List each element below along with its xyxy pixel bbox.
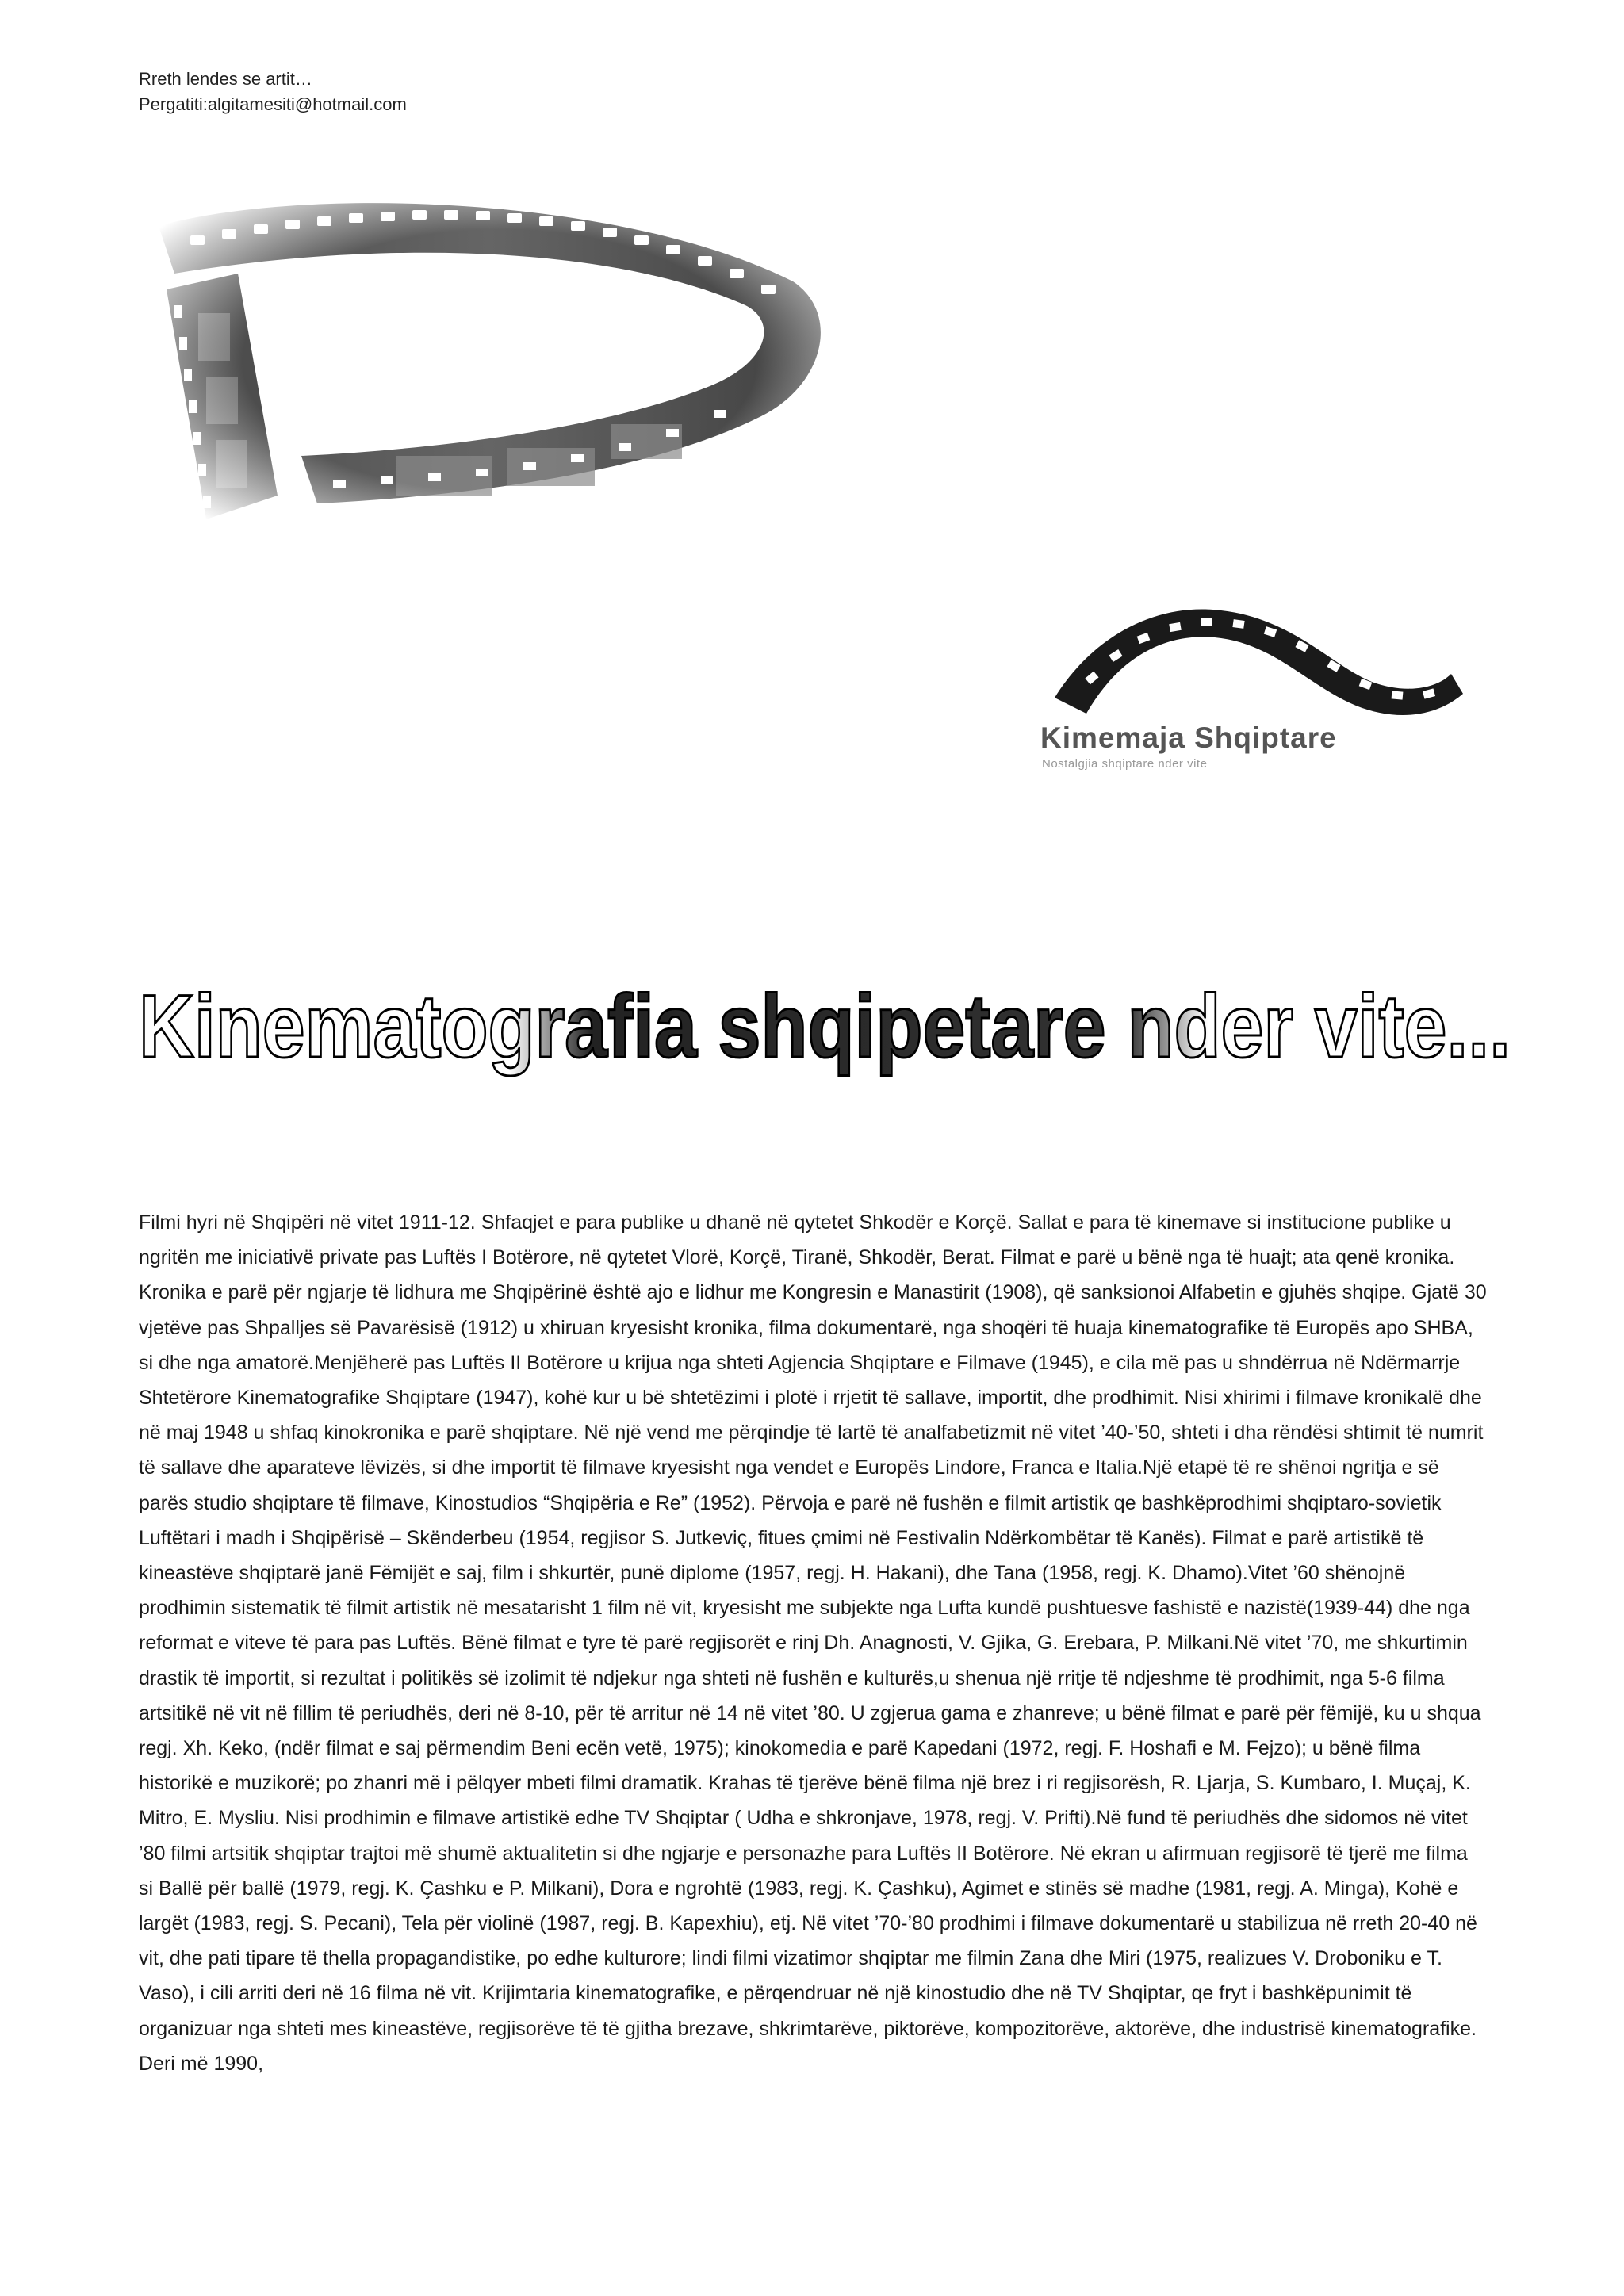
header [139,67,407,117]
film-reel-image [143,178,856,543]
page-title [0,966,1624,1077]
header-line-subject: Rreth lendes se artit… [139,69,312,89]
body-paragraph: Filmi hyri në Shqipëri në vitet 1911-12. Shfaqjet e para publike u dhanë në qytetet Shkodër e Korçë. Sallat e para të kinemave si institucione publike u ngritën me iniciativë private pas Luftës I Botërore, në qytetet Vlorë, Korçë, Tiranë, Shkodër, Berat. Filmat e parë u bënë nga të huajt; ata qenë kronika. Kronika e parë për ngjarje të lidhura me Shqipërinë është ajo e lidhur me Kongresin e Manastirit (1908), që sanksionoi Alfabetin e gjuhës shqipe. Gjatë 30 vjetëve pas Shpalljes së Pavarësisë (1912) u xhiruan kryesisht kronika, filma dokumentarë, nga shoqëri të huaja kinematografike të Europës apo SHBA, si dhe nga amatorë.Menjëherë pas Luftës II Botërore u krijua nga shteti Agjencia Shqiptare e Filmave (1945), e cila më pas u shndërrua në Ndërmarrje Shtetërore Kinematografike Shqiptare (1947), kohë kur u bë shtetëzimi i plotë i rrjetit të sallave, importit, dhe prodhimit. Nisi xhirimi i filmave kronikalë dhe në maj 1948 u shfaq kinokronika e parë shqiptare. Në një vend me përqindje të lartë të analfabetizmit në vitet ’40-’50, shteti i dha rëndësi shtimit të numrit të sallave dhe aparateve lëvizës, si dhe importit të filmave kryesisht nga vendet e Europës Lindore, Franca e Italia.Një etapë të re shënoi ngritja e së parës studio shqiptare të filmave, Kinostudios “Shqipëria e Re” (1952). Përvoja e parë në fushën e filmit artistik qe bashkëprodhimi shqiptaro-sovietik Luftëtari i madh i Shqipërisë – Skënderbeu (1954, regjisor S. Jutkeviç, fitues çmimi në Festivalin Ndërkombëtar të Kanës). Filmat e parë artistikë të kineastëve shqiptarë janë Fëmijët e saj, film i shkurtër, punë diplome (1957, regj. H. Hakani), dhe Tana (1958, regj. K. Dhamo).Vitet ’60 shënojnë prodhimin sistematik të filmit artistik në mesatarisht 1 film në vit, kryesisht me subjekte nga Lufta kundë pushtuesve fashistë e nazistë(1939-44) dhe nga reformat e viteve të para pas Luftës. Bënë filmat e tyre të parë regjisorët e rinj Dh. Anagnosti, V. Gjika, G. Erebara, P. Milkani.Në vitet ’70, me shkurtimin drastik të importit, si rezultat i politikës së izolimit të ndjekur nga shteti në fushën e kulturës,u shenua një rritje të ndjeshme të prodhimit, nga 5-6 filma artsitikë në vit në fillim të periudhës, deri në 8-10, për të arritur në 14 në vitet ’80. U zgjerua gama e zhanreve; u bënë filmat e parë për fëmijë, ku u shqua regj. Xh. Keko, (ndër filmat e saj përmendim Beni ecën vetë, 1975); kinokomedia e parë Kapedani (1972, regj. F. Hoshafi e M. Fejzo); u bënë filma historikë e muzikorë; po zhanri më i pëlqyer mbeti filmi dramatik. Krahas të tjerëve bënë filma një brez i ri regjisorësh, R. Ljarja, S. Kumbaro, I. Muçaj, K. Mitro, E. Mysliu. Nisi prodhimin e filmave artistikë edhe TV Shqiptar ( Udha e shkronjave, 1978, regj. V. Prifti).Në fund të periudhës dhe sidomos në vitet ’80 filmi artsitik shqiptar trajtoi më shumë aktualitetin si dhe ngjarje e personazhe para Luftës II Botërore. Në ekran u afirmuan regjisorë të tjerë me filma si Ballë për ballë (1979, regj. K. Çashku e P. Milkani), Dora e ngrohtë (1983, regj. K. Çashku), Agimet e stinës së madhe (1981, regj. A. Minga), Kohë e largët (1983, regj. S. Pecani), Tela për violinë (1987, regj. B. Kapexhiu), etj. Në vitet ’70-’80 prodhimi i filmave dokumentarë u stabilizua në rreth 20-40 në vit, dhe pati tipare të thella propagandistike, po edhe kulturore; lindi filmi vizatimor shqiptar me filmin Zana dhe Miri (1975, realizues V. Droboniku e T. Vaso), i cili arriti deri në 16 filma në vit. Krijimtaria kinematografike, e përqendruar në një kinostudio dhe në TV Shqiptar, qe fryt i bashkëpunimit të organizuar nga shteti mes kineastëve, regjisorëve të të gjitha brezave, shkrimtarëve, piktorëve, kompozitorëve, aktorëve, dhe industrisë kinematografike. Deri më 1990, [139,1211,1487,2075]
kinemaja-logo [1031,555,1475,793]
film-strip-icon [1031,555,1475,721]
logo-subtitle: Nostalgjia shqiptare nder vite [1042,757,1208,771]
logo-title: Kimemaja Shqiptare [1040,721,1337,754]
header-line-author: Pergatiti:algitamesiti@hotmail.com [139,94,407,114]
title-text: Kinematografia shqipetare nder vite... [139,977,1511,1076]
